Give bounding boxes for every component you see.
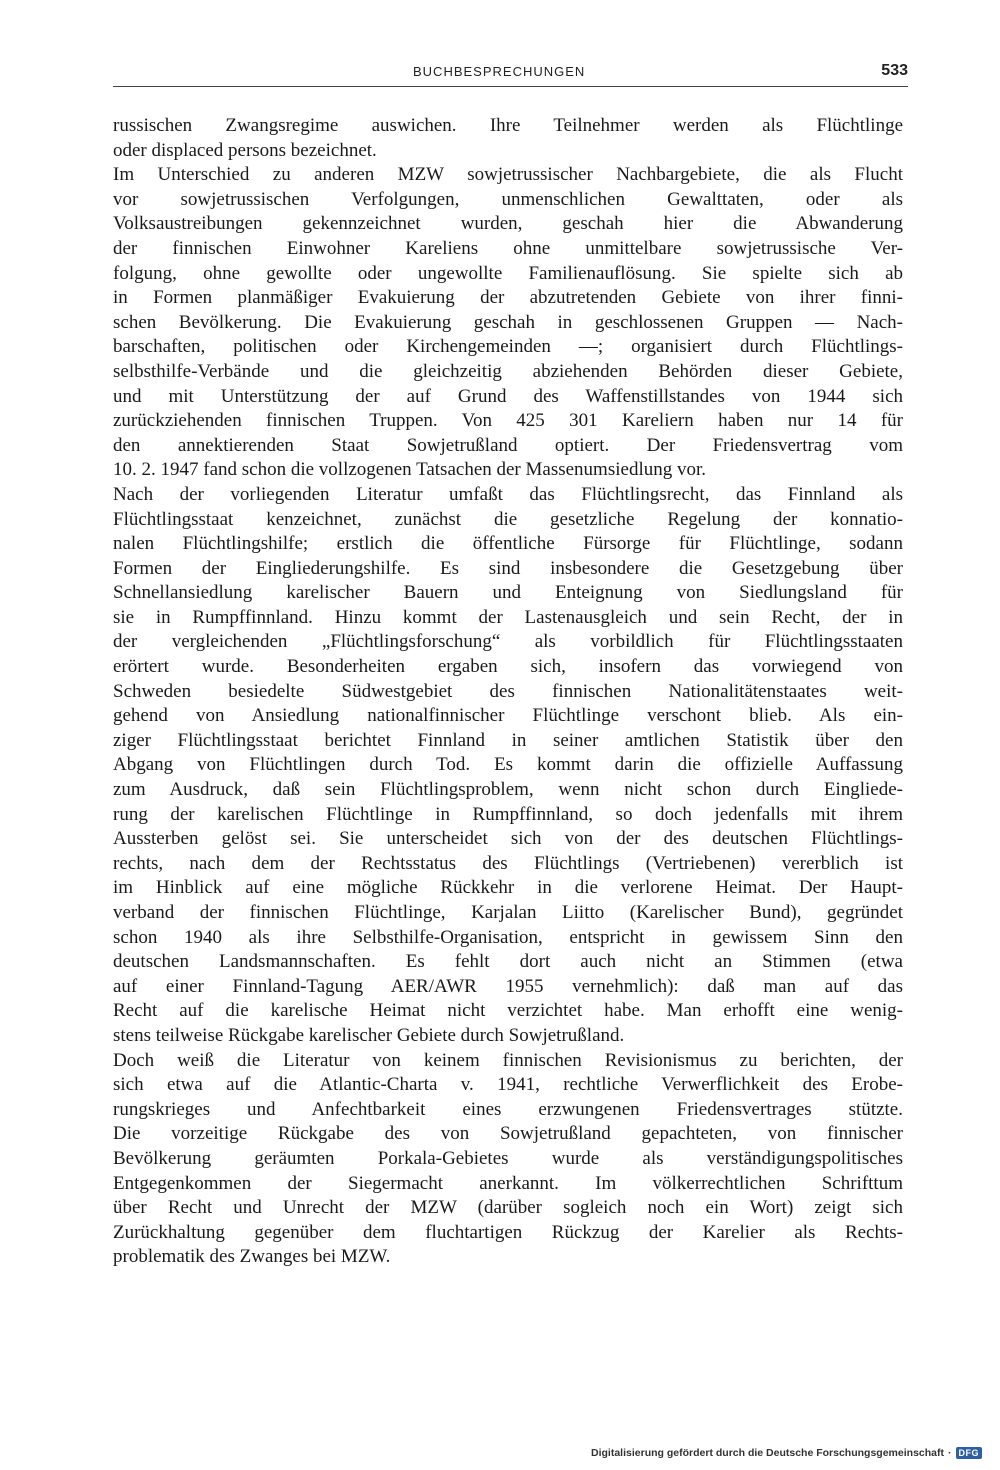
text-line: Doch weiß die Literatur von keinem finnischen Revisionismus zu berichten, der [113,1049,903,1071]
text-line: und mit Unterstützung der auf Grund des Waffenstillstandes von 1944 sich [113,385,903,407]
text-line: schen Bevölkerung. Die Evakuierung geschah in geschlossenen Gruppen — Nach- [113,311,903,333]
text-line: Flüchtlingsstaat kenzeichnet, zunächst die gesetzliche Regelung der konnatio- [113,508,903,530]
text-line: auf einer Finnland-Tagung AER/AWR 1955 vernehmlich): daß man auf das [113,975,903,997]
text-line: Aussterben gelöst sei. Sie unterscheidet sich von der des deutschen Flüchtlings- [113,828,903,850]
digitization-footer [591,1447,982,1459]
text-line: den annektierenden Staat Sowjetrußland optiert. Der Friedensvertrag vom [113,434,903,456]
text-line: Entgegenkommen der Siegermacht anerkannt. Im völkerrechtlichen Schrifttum [113,1172,903,1194]
text-line: Formen der Eingliederungshilfe. Es sind insbesondere die Gesetzgebung über [113,557,903,579]
text-line: rung der karelischen Flüchtlinge in Rumpffinnland, so doch jedenfalls mit ihrem [113,803,903,825]
text-line: nalen Flüchtlingshilfe; erstlich die öffentliche Fürsorge für Flüchtlinge, sodann [113,533,903,555]
text-line: selbsthilfe-Verbände und die gleichzeitig abziehenden Behörden dieser Gebiete, [113,360,903,382]
dfg-logo: DFG [956,1447,983,1459]
text-line: über Recht und Unrecht der MZW (darüber sogleich noch ein Wort) zeigt sich [113,1197,903,1219]
text-line: verband der finnischen Flüchtlinge, Karjalan Liitto (Karelischer Bund), gegründet [113,902,903,923]
running-title: BUCHBESPRECHUNGEN [413,64,586,79]
text-line: Schnellansiedlung karelischer Bauern und Enteignung von Siedlungsland für [113,582,903,604]
text-line: rechts, nach dem der Rechtsstatus des Flüchtlings (Vertriebenen) vererblich ist [113,852,903,874]
text-line: stens teilweise Rückgabe karelischer Gebiete durch Sowjetrußland. [113,1024,625,1046]
text-line: russischen Zwangsregime auswichen. Ihre Teilnehmer werden als Flüchtlinge [113,115,903,136]
text-line: in Formen planmäßiger Evakuierung der abzutretenden Gebiete von ihrer finni- [113,287,903,309]
text-line: Volksaustreibungen gekennzeichnet wurden, geschah hier die Abwanderung [113,213,903,235]
running-header [113,60,908,87]
text-line: rungskrieges und Anfechtbarkeit eines erzwungenen Friedensvertrages stützte. [113,1098,903,1120]
paragraph [113,483,903,1049]
text-line: Recht auf die karelische Heimat nicht verzichtet habe. Man erhofft eine wenig- [113,1000,903,1022]
paragraph [113,1049,903,1270]
text-line: Die vorzeitige Rückgabe des von Sowjetrußland gepachteten, von finnischer [113,1123,903,1145]
text-line: sie in Rumpffinnland. Hinzu kommt der Lastenausgleich und sein Recht, der in [113,606,903,628]
paragraph [113,163,903,483]
text-line: 10. 2. 1947 fand schon die vollzogenen Tatsachen der Massenumsiedlung vor. [113,459,706,481]
text-line: Nach der vorliegenden Literatur umfaßt das Flüchtlingsrecht, das Finnland als [113,483,903,505]
text-line: barschaften, politischen oder Kirchengemeinden —; organisiert durch Flüchtlings- [113,336,903,358]
page-number: 533 [881,62,908,79]
text-line: oder displaced persons bezeichnet. [113,139,377,161]
dash-separator: · [948,1447,952,1459]
text-line: schon 1940 als ihre Selbsthilfe-Organisation, entspricht in gewissem Sinn den [113,926,903,948]
text-line: der vergleichenden „Flüchtlingsforschung“ als vorbildlich für Flüchtlingsstaaten [113,631,903,653]
text-line: deutschen Landsmannschaften. Es fehlt dort auch nicht an Stimmen (etwa [113,951,903,973]
text-line: folgung, ohne gewollte oder ungewollte Familienauflösung. Sie spielte sich ab [113,262,903,284]
text-line: gehend von Ansiedlung nationalfinnischer Flüchtlinge verschont blieb. Als ein- [113,705,903,727]
text-line: vor sowjetrussischen Verfolgungen, unmenschlichen Gewalttaten, oder als [113,188,903,210]
text-line: Abgang von Flüchtlingen durch Tod. Es kommt darin die offizielle Auffassung [113,754,903,776]
text-line: der finnischen Einwohner Kareliens ohne unmittelbare sowjetrussische Ver- [113,237,903,259]
footer-text: Digitalisierung gefördert durch die Deutsche Forschungsgemeinschaft [591,1447,944,1459]
text-line: ziger Flüchtlingsstaat berichtet Finnland in seiner amtlichen Statistik über den [113,729,903,751]
text-line: zurückziehenden finnischen Truppen. Von 425 301 Kareliern haben nur 14 für [113,410,903,432]
text-line: Zurückhaltung gegenüber dem fluchtartigen Rückzug der Karelier als Rechts- [113,1221,903,1243]
text-line: zum Ausdruck, daß sein Flüchtlingsproblem, wenn nicht schon durch Eingliede- [113,779,903,801]
paragraph [113,114,903,163]
body-text [113,114,903,1270]
text-line: Im Unterschied zu anderen MZW sowjetrussischer Nachbargebiete, die als Flucht [113,164,903,186]
text-line: problematik des Zwanges bei MZW. [113,1246,391,1268]
text-line: Schweden besiedelte Südwestgebiet des finnischen Nationalitätenstaates weit- [113,680,903,702]
text-line: Bevölkerung geräumten Porkala-Gebietes wurde als verständigungspolitisches [113,1147,903,1169]
text-line: erörtert wurde. Besonderheiten ergaben sich, insofern das vorwiegend von [113,656,903,678]
text-line: sich etwa auf die Atlantic-Charta v. 1941, rechtliche Verwerflichkeit des Erobe- [113,1074,903,1096]
text-line: im Hinblick auf eine mögliche Rückkehr in die verlorene Heimat. Der Haupt- [113,877,903,899]
